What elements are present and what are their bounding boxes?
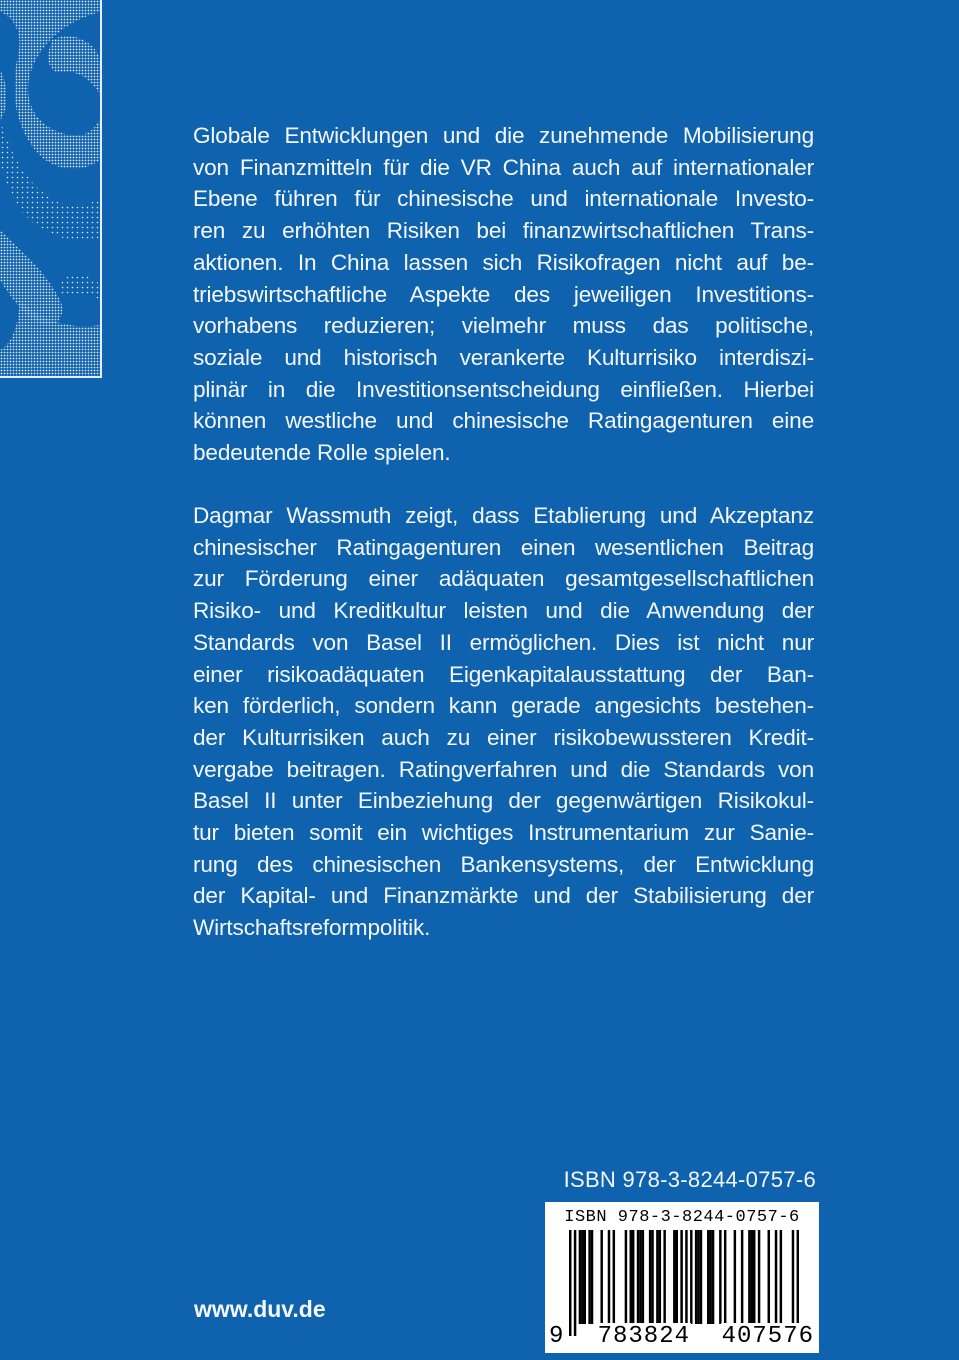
barcode-bar (719, 1230, 721, 1324)
barcode-bar (625, 1230, 627, 1324)
barcode-bar (697, 1230, 699, 1324)
barcode-bar (690, 1230, 692, 1324)
barcode-bar (758, 1230, 760, 1324)
image-frame-right (100, 0, 102, 378)
text-line: Globale Entwicklungen und die zunehmende Mobilisierung (193, 123, 814, 148)
publisher-website: www.duv.de (194, 1296, 326, 1322)
barcode-bar (569, 1230, 571, 1336)
barcode-bar (584, 1230, 586, 1324)
text-line: Risiko- und Kreditkultur leisten und die Anwendung der (193, 598, 814, 624)
barcode-bar (651, 1230, 653, 1324)
barcode-bar (632, 1230, 634, 1324)
halftone-artwork-icon (0, 0, 100, 378)
text-line: Dagmar Wassmuth zeigt, dass Etablierung und Akzeptanz (193, 503, 814, 528)
barcode-bar (574, 1230, 576, 1336)
text-line: Wirtschaftsreformpolitik. (193, 915, 431, 941)
barcode-bar (751, 1230, 753, 1324)
barcode-bar (780, 1230, 782, 1324)
text-line: vorhabens reduzieren; vielmehr muss das politische, (193, 313, 814, 339)
barcode-bar (608, 1230, 610, 1324)
decorative-halftone-image (0, 0, 100, 378)
text-line: Standards von Basel II ermöglichen. Dies ist nicht nur (193, 629, 814, 655)
text-line: soziale und historisch verankerte Kulturrisiko interdiszi- (193, 344, 814, 370)
barcode-bar (707, 1230, 709, 1324)
barcode-bar (753, 1230, 755, 1324)
barcode-bar (792, 1230, 794, 1336)
barcode-bar (600, 1230, 602, 1324)
barcode-bar (673, 1230, 675, 1324)
barcode-digits (549, 1323, 815, 1350)
barcode-bar (676, 1230, 678, 1324)
text-line: können westliche und chinesische Ratingagenturen eine (193, 408, 814, 434)
barcode-bar (581, 1230, 583, 1324)
barcode-bar (637, 1230, 639, 1324)
text-line: vergabe beitragen. Ratingverfahren und die Standards von (193, 756, 814, 782)
barcode-bar (734, 1230, 736, 1324)
barcode-bar (642, 1230, 644, 1324)
barcode-bar (588, 1230, 590, 1324)
text-line: einer risikoadäquaten Eigenkapitalausstattung der Ban- (193, 661, 814, 687)
barcode-bar (649, 1230, 651, 1324)
text-line: zur Förderung einer adäquaten gesamtgesellschaftlichen (193, 566, 814, 592)
text-line: tur bieten somit ein wichtiges Instrumentarium zur Sanie- (193, 820, 814, 846)
text-line: Basel II unter Einbeziehung der gegenwärtigen Risikokul- (193, 788, 814, 814)
text-line: der Kapital- und Finanzmärkte und der Stabilisierung der (193, 883, 814, 909)
image-frame-bottom (0, 376, 102, 378)
text-line: bedeutende Rolle spielen. (193, 440, 451, 466)
barcode-bar (700, 1230, 702, 1324)
barcode-bar (709, 1230, 711, 1324)
isbn-barcode (545, 1202, 819, 1353)
barcode-bar (663, 1230, 665, 1324)
text-line: plinär in die Investitionsentscheidung einfließen. Hierbei (193, 376, 814, 402)
text-line: von Finanzmitteln für die VR China auch auf internationaler (193, 154, 814, 180)
barcode-bar (775, 1230, 777, 1324)
isbn-label: ISBN 978-3-8244-0757-6 (563, 1167, 816, 1192)
text-line: aktionen. In China lassen sich Risikofragen nicht auf be- (193, 249, 814, 275)
barcode-bar (630, 1230, 632, 1324)
text-line: der Kulturrisiken auch zu einer risikobewussteren Kredit- (193, 724, 814, 750)
barcode-bar (712, 1230, 714, 1324)
barcode-bar (724, 1230, 726, 1324)
barcode-bar (680, 1230, 682, 1336)
text-line: ren zu erhöhten Risiken bei finanzwirtschaftlichen Trans- (193, 218, 814, 244)
text-line: triebswirtschaftliche Aspekte des jeweiligen Investitions- (193, 281, 814, 307)
barcode-first-digit: 9 (549, 1323, 564, 1350)
barcode-bar (656, 1230, 658, 1324)
barcode-left-digits: 783824 (597, 1323, 690, 1350)
barcode-bar (741, 1230, 743, 1324)
barcode-bar (591, 1230, 593, 1324)
barcode-bar (639, 1230, 641, 1324)
barcode-isbn-text: ISBN 978-3-8244-0757-6 (564, 1208, 800, 1227)
barcode-bar (797, 1230, 799, 1336)
barcode-bar (695, 1230, 697, 1324)
text-line: Ebene führen für chinesische und internationale Investo- (193, 186, 814, 212)
barcode-right-digits: 407576 (721, 1323, 814, 1350)
text-line: rung des chinesischen Bankensystems, der Entwicklung (193, 851, 814, 877)
barcode-bar (613, 1230, 615, 1324)
text-line: chinesischer Ratingagenturen einen wesentlichen Beitrag (193, 534, 814, 560)
blurb-paragraph-2 (193, 500, 814, 944)
barcode-bar (685, 1230, 687, 1336)
text-line: ken förderlich, sondern kann gerade angesichts bestehen- (193, 693, 814, 719)
barcode-bar (748, 1230, 750, 1324)
barcode-bar (579, 1230, 581, 1324)
barcode-bar (659, 1230, 661, 1324)
blurb-paragraph-1 (193, 120, 814, 469)
barcode-bars (569, 1230, 799, 1336)
barcode-bar (768, 1230, 770, 1324)
